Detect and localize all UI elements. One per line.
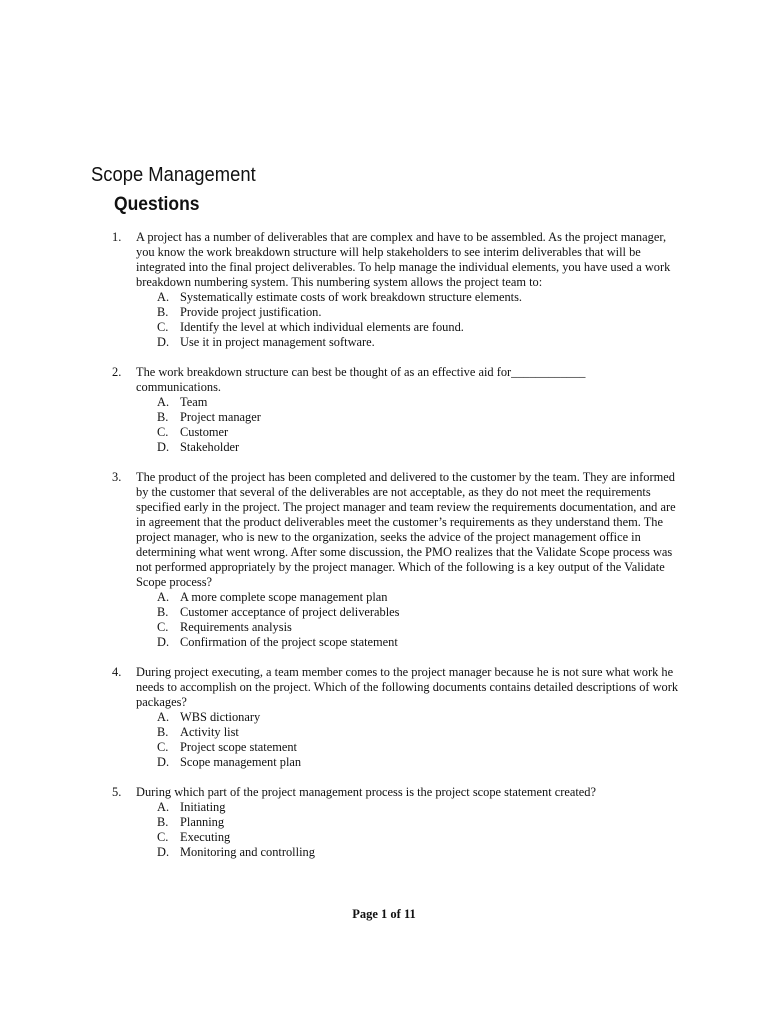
question-list xyxy=(112,230,692,875)
answer-option xyxy=(136,395,692,410)
answer-option xyxy=(136,845,692,860)
answer-options xyxy=(136,590,692,650)
option-letter: A. xyxy=(157,800,170,814)
page-subtitle: Questions xyxy=(114,194,200,215)
answer-options xyxy=(136,395,692,455)
option-letter: B. xyxy=(157,605,169,619)
option-text: Stakeholder xyxy=(180,440,240,454)
answer-option xyxy=(136,320,692,335)
option-text: Systematically estimate costs of work breakdown structure elements. xyxy=(180,290,523,304)
question-1 xyxy=(112,230,692,350)
question-number: 5. xyxy=(112,785,122,799)
option-letter: C. xyxy=(157,425,169,439)
option-letter: C. xyxy=(157,620,169,634)
answer-option xyxy=(136,755,692,770)
answer-option xyxy=(136,740,692,755)
option-letter: C. xyxy=(157,830,169,844)
option-text: Project manager xyxy=(180,410,261,424)
answer-options xyxy=(136,290,692,350)
question-4 xyxy=(112,665,692,770)
answer-option xyxy=(136,830,692,845)
option-letter: A. xyxy=(157,290,170,304)
question-text: The work breakdown structure can best be thought of as an effective aid for____________ communications. xyxy=(136,365,586,394)
answer-option xyxy=(136,440,692,455)
answer-option xyxy=(136,620,692,635)
option-letter: C. xyxy=(157,740,169,754)
option-text: WBS dictionary xyxy=(180,710,261,724)
answer-option xyxy=(136,635,692,650)
option-letter: D. xyxy=(157,755,170,769)
option-text: A more complete scope management plan xyxy=(180,590,388,604)
option-letter: A. xyxy=(157,590,170,604)
question-5 xyxy=(112,785,692,860)
option-letter: B. xyxy=(157,815,169,829)
answer-option xyxy=(136,725,692,740)
option-text: Confirmation of the project scope statement xyxy=(180,635,398,649)
option-text: Requirements analysis xyxy=(180,620,292,634)
question-number: 2. xyxy=(112,365,122,379)
question-text: A project has a number of deliverables that are complex and have to be assembled. As the project manager, you know the work breakdown structure will help stakeholders to see interim deliverables that will be integrated into the final project deliverables. To help manage the individual elements, you have used a work breakdown numbering system. This numbering system allows the project team to: xyxy=(136,230,671,289)
answer-option xyxy=(136,410,692,425)
option-text: Initiating xyxy=(180,800,226,814)
question-2 xyxy=(112,365,692,455)
answer-option xyxy=(136,605,692,620)
option-text: Customer xyxy=(180,425,229,439)
option-letter: D. xyxy=(157,635,170,649)
question-number: 4. xyxy=(112,665,122,679)
option-letter: D. xyxy=(157,845,170,859)
answer-option xyxy=(136,590,692,605)
option-letter: B. xyxy=(157,725,169,739)
answer-option xyxy=(136,815,692,830)
option-letter: A. xyxy=(157,395,170,409)
option-letter: A. xyxy=(157,710,170,724)
option-text: Scope management plan xyxy=(180,755,302,769)
answer-option xyxy=(136,335,692,350)
option-letter: D. xyxy=(157,440,170,454)
option-letter: D. xyxy=(157,335,170,349)
answer-options xyxy=(136,710,692,770)
option-text: Executing xyxy=(180,830,231,844)
question-number: 1. xyxy=(112,230,122,244)
answer-options xyxy=(136,800,692,860)
option-letter: B. xyxy=(157,305,169,319)
page-footer: Page 1 of 11 xyxy=(352,907,416,921)
answer-option xyxy=(136,290,692,305)
option-text: Activity list xyxy=(180,725,239,739)
option-letter: B. xyxy=(157,410,169,424)
answer-option xyxy=(136,425,692,440)
question-3 xyxy=(112,470,692,650)
answer-option xyxy=(136,305,692,320)
option-text: Team xyxy=(180,395,208,409)
option-text: Monitoring and controlling xyxy=(180,845,315,859)
question-number: 3. xyxy=(112,470,122,484)
answer-option xyxy=(136,800,692,815)
option-text: Planning xyxy=(180,815,225,829)
question-text: The product of the project has been completed and delivered to the customer by the team. They are informed by the customer that several of the deliverables are not acceptable, as they do not meet the requirements specified early in the project. The project manager and team review the requirements documentation, and are in agreement that the product deliverables meet the customer’s requirements as they understand them. The project manager, who is new to the organization, seeks the advice of the project management office in determining what went wrong. After some discussion, the PMO realizes that the Validate Scope process was not performed appropriately by the project manager. Which of the following is a key output of the Validate Scope process? xyxy=(136,470,676,589)
question-text: During project executing, a team member comes to the project manager because he is not sure what work he needs to accomplish on the project. Which of the following documents contains detailed descriptions of work packages? xyxy=(136,665,679,709)
option-text: Identify the level at which individual elements are found. xyxy=(180,320,464,334)
option-text: Use it in project management software. xyxy=(180,335,375,349)
page-title: Scope Management xyxy=(91,164,256,186)
option-letter: C. xyxy=(157,320,169,334)
question-text: During which part of the project management process is the project scope statement created? xyxy=(136,785,596,799)
answer-option xyxy=(136,710,692,725)
option-text: Provide project justification. xyxy=(180,305,322,319)
option-text: Customer acceptance of project deliverables xyxy=(180,605,400,619)
option-text: Project scope statement xyxy=(180,740,297,754)
